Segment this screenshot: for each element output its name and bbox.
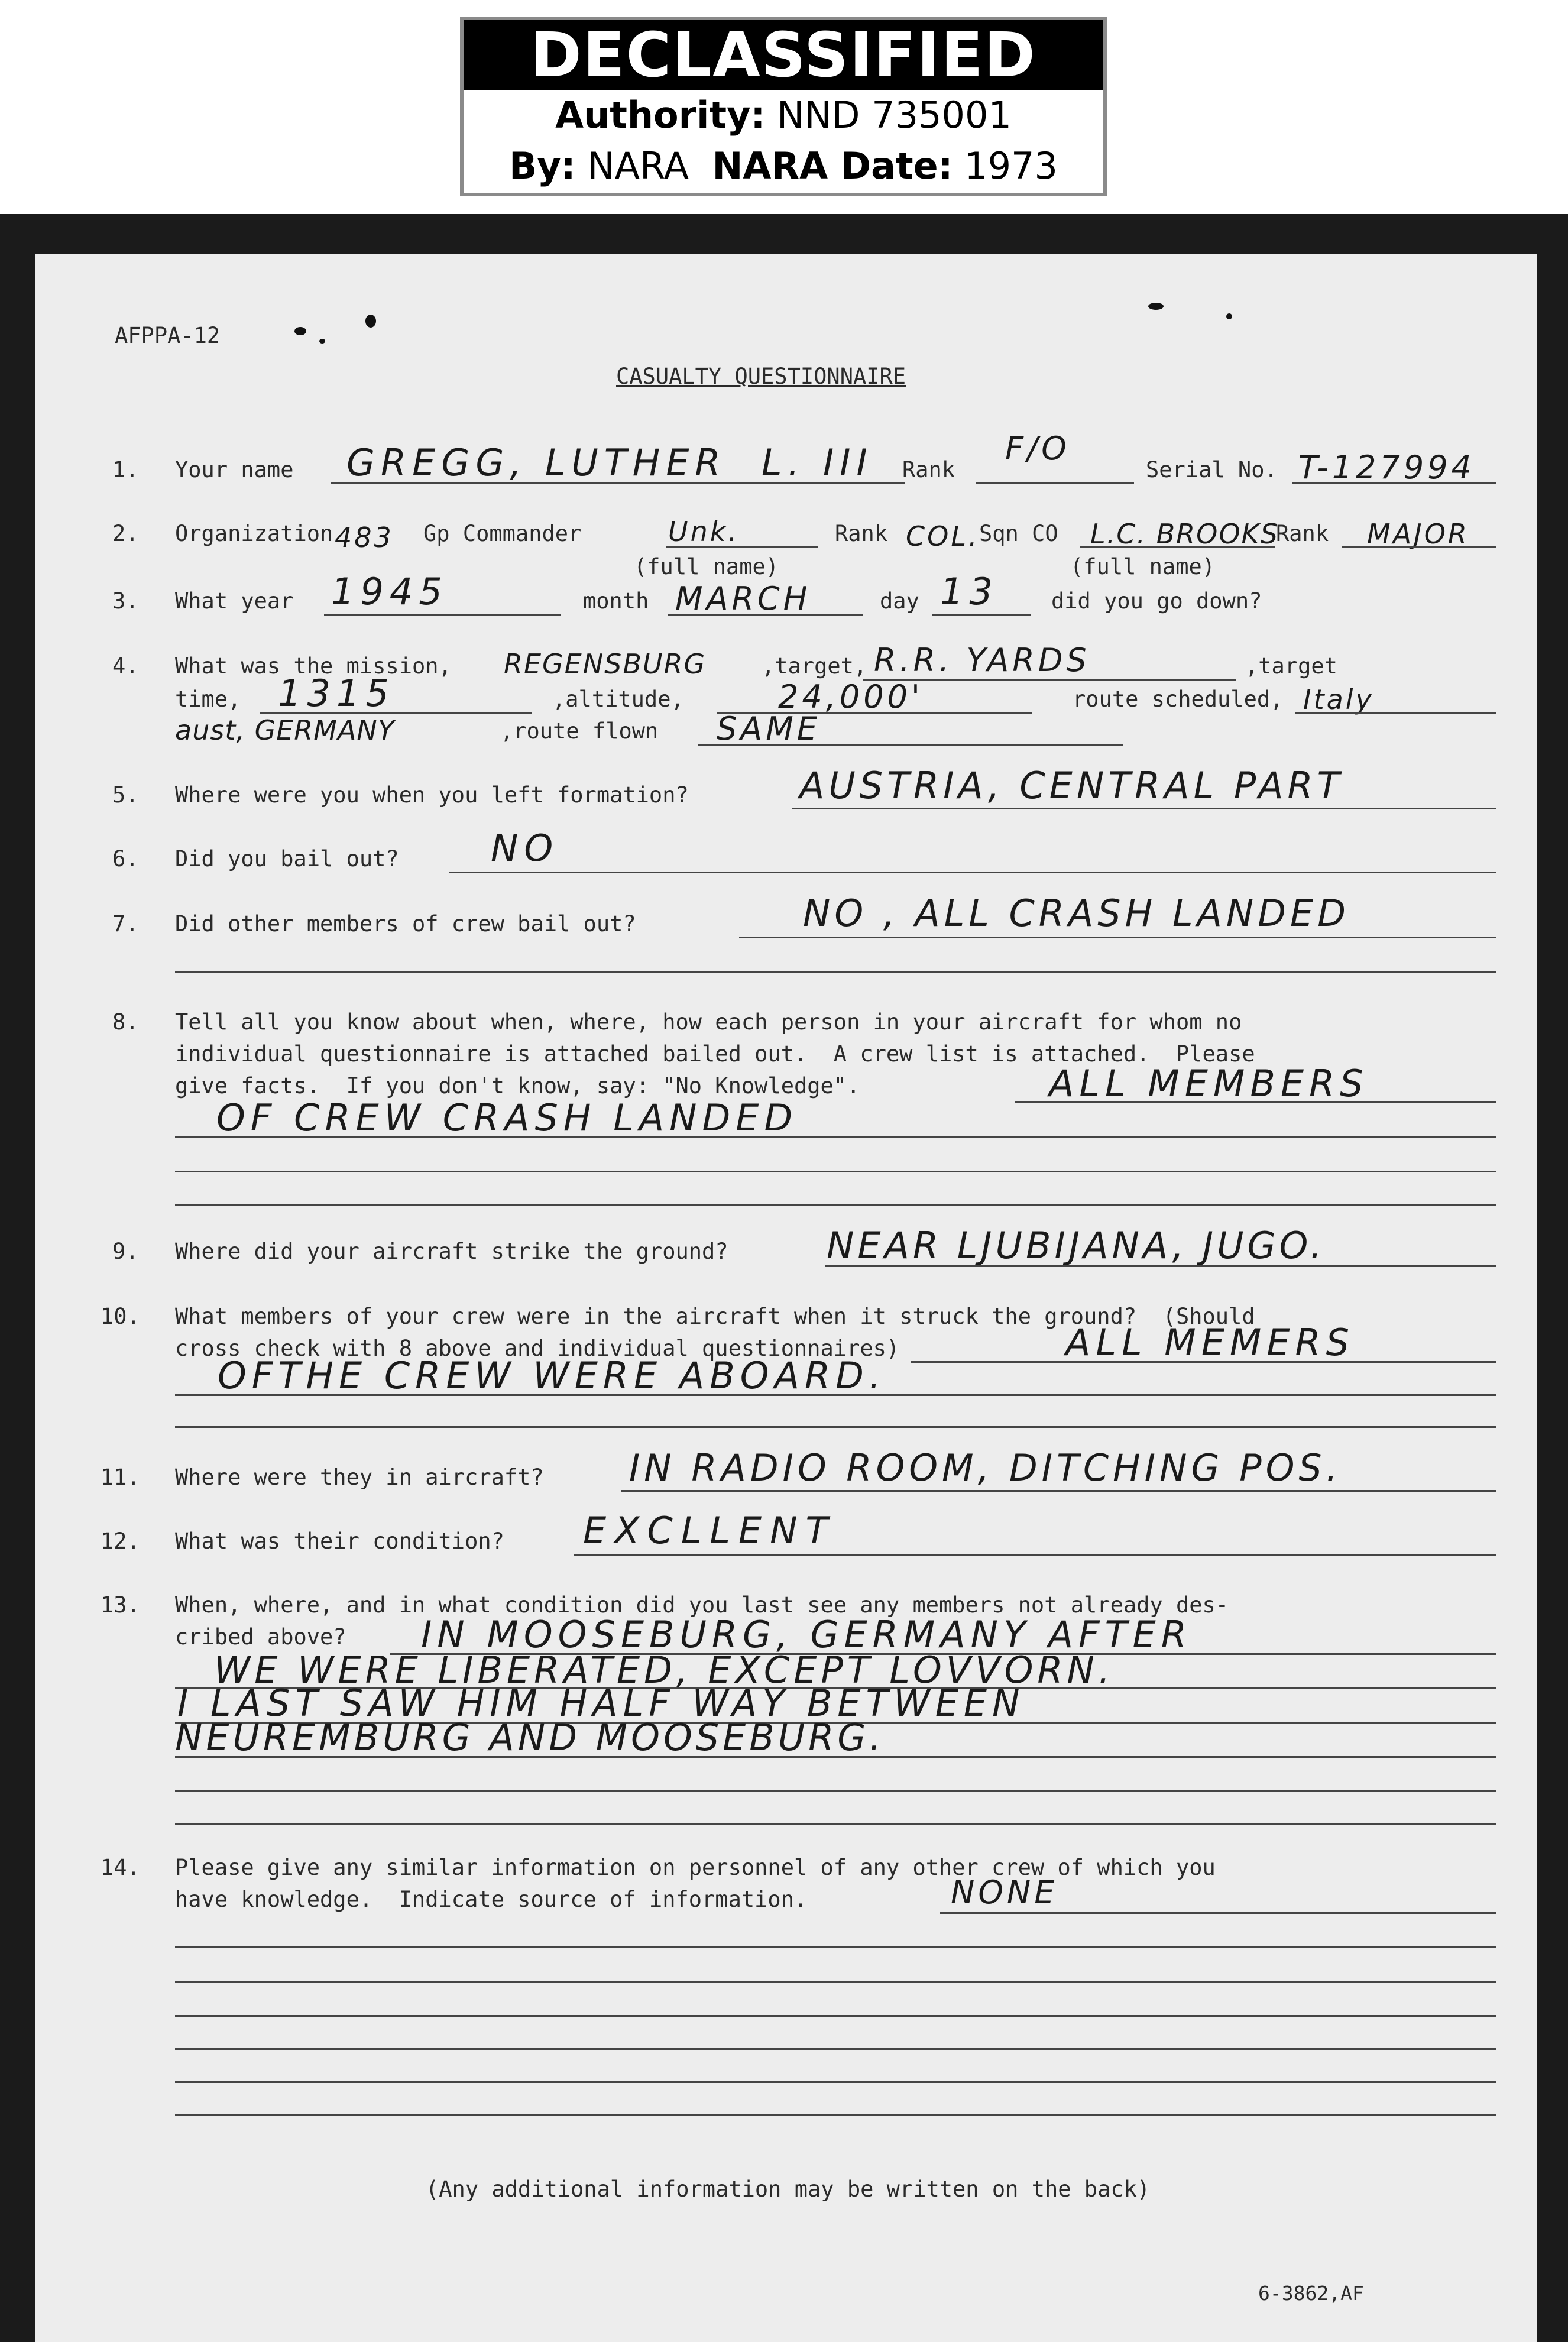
q4-route-flown-answer: SAME: [717, 710, 821, 747]
stamp-by-value: NARA: [587, 144, 689, 187]
q2-gp-line: [666, 546, 818, 548]
stamp-authority: [464, 90, 1103, 141]
q2-gp-rank-answer: COL.: [906, 520, 980, 552]
q4-route-flown-label: ,route flown: [500, 718, 659, 744]
q1-serial-line: [1292, 482, 1496, 484]
q2-sqn-label: Sqn CO: [979, 521, 1058, 546]
footer-note: (Any additional information may be written on the back): [426, 2176, 1151, 2202]
stamp-date-value: 1973: [964, 144, 1058, 187]
q14-answer-line-7: [175, 2114, 1496, 2116]
speck: [365, 315, 376, 328]
q1-rank-answer: F/O: [1005, 430, 1070, 467]
q7-label: Did other members of crew bail out?: [175, 911, 636, 937]
q14-answer-line-5: [175, 2048, 1496, 2050]
q9-label: Where did your aircraft strike the ground?: [175, 1239, 728, 1264]
q13-answer-line-6: [175, 1823, 1496, 1825]
stamp-date-label: NARA Date:: [712, 144, 953, 187]
form-number: 6-3862,AF: [1258, 2282, 1364, 2305]
speck: [319, 339, 325, 344]
q2-sqn-rank-answer: MAJOR: [1367, 518, 1469, 550]
q10-line-2: cross check with 8 above and individual questionnaires): [175, 1336, 900, 1361]
q4-time-label: time,: [175, 686, 241, 712]
q8-line-3: give facts. If you don't know, say: "No Knowledge".: [175, 1073, 860, 1099]
speck: [1148, 303, 1164, 310]
q10-answer-line-3: [175, 1426, 1496, 1428]
stamp-heading: DECLASSIFIED: [464, 20, 1103, 90]
q5-answer: AUSTRIA, CENTRAL PART: [799, 764, 1344, 807]
q2-full-name-note-2: (full name): [1070, 554, 1216, 579]
q1-serial-answer: T-127994: [1298, 449, 1475, 486]
q8-answer-1: ALL MEMBERS: [1049, 1062, 1369, 1105]
q12-label: What was their condition?: [175, 1528, 504, 1554]
stamp-by-label: By:: [509, 144, 576, 187]
q6-line: [449, 872, 1496, 873]
q11-number: 11.: [101, 1465, 140, 1490]
q10-number: 10.: [101, 1304, 140, 1329]
q4-altitude-label: ,altitude,: [552, 686, 684, 712]
declassified-stamp: [460, 17, 1107, 196]
q8-answer-line-3: [175, 1171, 1496, 1172]
q3-number: 3.: [112, 588, 139, 614]
q2-org-answer: 483: [335, 521, 394, 553]
q1-rank-line: [976, 482, 1134, 484]
q4-route-scheduled-answer-1: Italy: [1303, 684, 1374, 715]
q13-answer-1: IN MOOSEBURG, GERMANY AFTER: [421, 1613, 1192, 1656]
q3-year-label: What year: [175, 588, 294, 614]
q4-route-flown-line: [698, 744, 1123, 746]
q4-target-answer: R.R. YARDS: [874, 642, 1090, 679]
stamp-authority-value: NND 735001: [777, 93, 1012, 137]
q2-gp-commander-label: Gp Commander: [423, 521, 582, 546]
q8-number: 8.: [112, 1009, 139, 1035]
q3-year-answer: 1945: [331, 570, 448, 613]
q13-answer-3: I LAST SAW HIM HALF WAY BETWEEN: [177, 1682, 1025, 1725]
q5-line: [792, 808, 1496, 809]
q11-label: Where were they in aircraft?: [175, 1465, 544, 1490]
q14-answer: NONE: [951, 1874, 1058, 1911]
q13-answer-line-5: [175, 1790, 1496, 1792]
q10-answer-2: OFTHE CREW WERE ABOARD.: [218, 1354, 886, 1397]
q8-line-2: individual questionnaire is attached bailed out. A crew list is attached. Please: [175, 1041, 1255, 1067]
q12-answer: EXCLLENT: [583, 1509, 837, 1552]
q12-number: 12.: [101, 1528, 140, 1554]
q3-year-line: [324, 614, 561, 616]
q6-answer: NO: [491, 827, 559, 870]
q4-route-scheduled-line: [1295, 712, 1496, 714]
q7-line-2: [175, 971, 1496, 973]
q2-sqn-line: [1080, 546, 1275, 548]
q10-answer-line-2: [175, 1394, 1496, 1396]
form-page: [35, 254, 1537, 2342]
q4-route-scheduled-label: route scheduled,: [1073, 686, 1284, 712]
q2-gp-rank-label: Rank: [835, 521, 888, 546]
q6-label: Did you bail out?: [175, 846, 399, 872]
q2-number: 2.: [112, 521, 139, 546]
q11-answer: IN RADIO ROOM, DITCHING POS.: [629, 1446, 1342, 1489]
q2-org-label: Organization: [175, 521, 333, 546]
q7-answer: NO , ALL CRASH LANDED: [803, 892, 1350, 935]
q9-number: 9.: [112, 1239, 139, 1264]
q9-answer: NEAR LJUBIJANA, JUGO.: [827, 1224, 1326, 1267]
q1-number: 1.: [112, 457, 139, 482]
q8-answer-line-1: [1015, 1101, 1496, 1103]
q9-line: [825, 1265, 1496, 1267]
q1-rank-label: Rank: [902, 457, 955, 482]
form-title: CASUALTY QUESTIONNAIRE: [616, 364, 906, 389]
q10-answer-1: ALL MEMERS: [1065, 1321, 1355, 1364]
q8-answer-line-4: [175, 1204, 1496, 1206]
q3-end-label: did you go down?: [1051, 588, 1262, 614]
speck: [1226, 313, 1232, 319]
form-code: AFPPA-12: [115, 323, 221, 348]
stamp-by-date: [464, 141, 1103, 192]
q2-gp-commander-answer: Unk.: [668, 516, 740, 548]
q3-day-answer: 13: [940, 570, 999, 613]
q8-answer-2: OF CREW CRASH LANDED: [216, 1096, 798, 1139]
q14-answer-line-4: [175, 2015, 1496, 2017]
q1-name-answer: GREGG, LUTHER L. III: [346, 441, 873, 484]
q3-month-label: month: [583, 588, 649, 614]
q4-mission-answer: REGENSBURG: [504, 648, 707, 680]
q13-line-2: cribed above?: [175, 1624, 346, 1650]
q2-sqn-rank-label: Rank: [1276, 521, 1329, 546]
q14-number: 14.: [101, 1855, 140, 1880]
q1-name-label: Your name: [175, 457, 294, 482]
q5-number: 5.: [112, 782, 139, 808]
q2-sqn-rank-line: [1342, 546, 1496, 548]
q4-time-answer: 1315: [278, 672, 395, 715]
q13-answer-4: NEUREMBURG AND MOOSEBURG.: [175, 1716, 885, 1759]
q10-line-1: What members of your crew were in the aircraft when it struck the ground? (Should: [175, 1304, 1255, 1329]
q8-answer-line-2: [175, 1136, 1496, 1138]
q3-day-line: [932, 614, 1031, 616]
q13-answer-2: WE WERE LIBERATED, EXCEPT LOVVORN.: [214, 1648, 1115, 1692]
q14-answer-line-3: [175, 1981, 1496, 1983]
q13-line-1: When, where, and in what condition did you last see any members not already des-: [175, 1592, 1229, 1618]
q12-line: [574, 1554, 1496, 1556]
stamp-authority-label: Authority:: [555, 93, 766, 137]
q6-number: 6.: [112, 846, 139, 872]
q2-full-name-note-1: (full name): [634, 554, 779, 579]
q10-answer-line-1: [911, 1361, 1496, 1363]
q4-target-label: ,target,: [762, 653, 867, 679]
q14-line-2: have knowledge. Indicate source of information.: [175, 1887, 808, 1912]
q11-line: [621, 1490, 1496, 1492]
q1-serial-label: Serial No.: [1146, 457, 1278, 482]
q3-month-answer: MARCH: [675, 580, 811, 617]
q4-mission-label: What was the mission,: [175, 653, 452, 679]
q5-label: Where were you when you left formation?: [175, 782, 689, 808]
q13-number: 13.: [101, 1592, 140, 1618]
q3-month-line: [668, 614, 863, 616]
q4-altitude-answer: 24,000': [778, 678, 924, 715]
q7-number: 7.: [112, 911, 139, 937]
q14-answer-line-1: [940, 1912, 1496, 1914]
q4-number: 4.: [112, 653, 139, 679]
q3-day-label: day: [880, 588, 919, 614]
q4-target-time-label: ,target: [1245, 653, 1337, 679]
q8-line-1: Tell all you know about when, where, how each person in your aircraft for whom no: [175, 1009, 1242, 1035]
speck: [294, 327, 306, 335]
q7-line-1: [739, 937, 1496, 938]
q4-route-scheduled-answer-2: aust, GERMANY: [175, 714, 395, 746]
q14-answer-line-2: [175, 1946, 1496, 1948]
q1-name-line: [331, 482, 905, 484]
q13-answer-line-4: [175, 1756, 1496, 1758]
q14-line-1: Please give any similar information on personnel of any other crew of which you: [175, 1855, 1216, 1880]
q14-answer-line-6: [175, 2081, 1496, 2083]
q2-sqn-answer: L.C. BROOKS: [1090, 518, 1279, 550]
